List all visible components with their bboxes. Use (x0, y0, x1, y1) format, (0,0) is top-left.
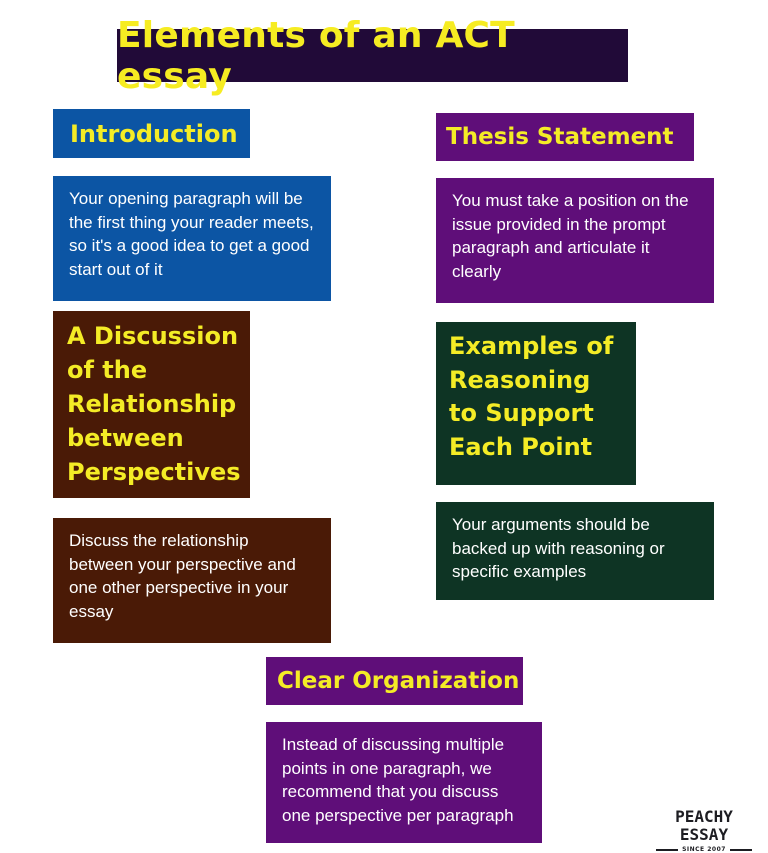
logo-divider-right (730, 849, 752, 851)
logo-subline (647, 846, 761, 853)
peachy-essay-logo (647, 807, 761, 853)
logo-name: PEACHY ESSAY (675, 807, 733, 844)
organization-text: Instead of discussing multiple points in one paragraph, we recommend that you discuss one perspective per paragraph (266, 722, 542, 843)
thesis-text: You must take a position on the issue provided in the prompt paragraph and articulate it clearly (436, 178, 714, 303)
page-title: Elements of an ACT essay (117, 29, 628, 82)
organization-heading: Clear Organization (266, 657, 523, 705)
logo-divider-left (656, 849, 678, 851)
examples-heading: Examples of Reasoning to Support Each Point (436, 322, 636, 485)
discussion-heading: A Discussion of the Relationship between Perspectives (53, 311, 250, 498)
introduction-text: Your opening paragraph will be the first thing your reader meets, so it's a good idea to get a good start out of it (53, 176, 331, 301)
thesis-heading: Thesis Statement (436, 113, 694, 161)
introduction-heading: Introduction (53, 109, 250, 158)
examples-text: Your arguments should be backed up with reasoning or specific examples (436, 502, 714, 600)
discussion-text: Discuss the relationship between your perspective and one other perspective in your essay (53, 518, 331, 643)
logo-since: SINCE 2007 (682, 846, 726, 853)
